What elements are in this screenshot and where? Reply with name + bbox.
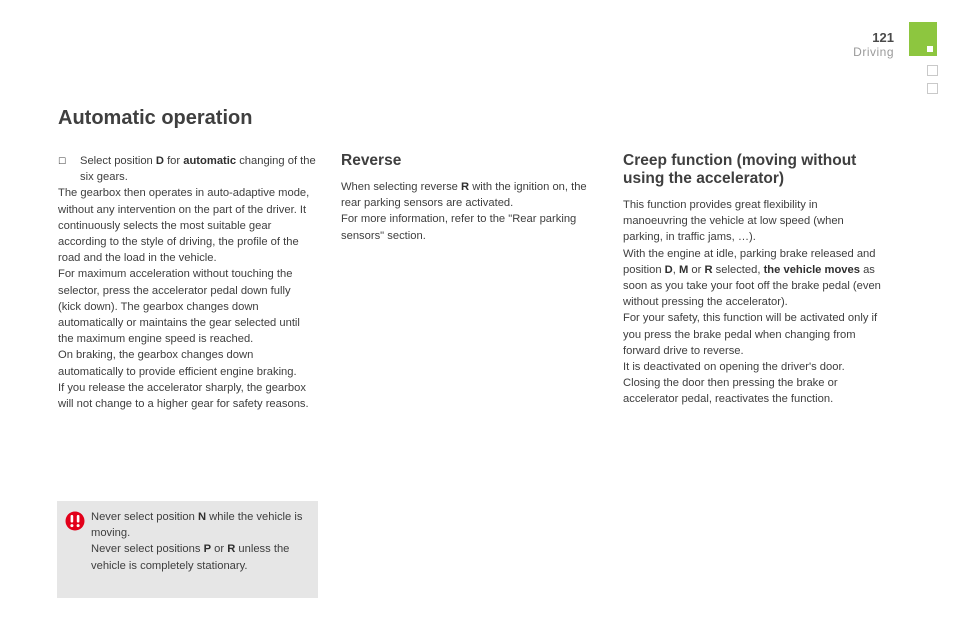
paragraph: It is deactivated on opening the driver's door. Closing the door then pressing the brake or accelerator pedal, reactivates the function. xyxy=(623,361,845,406)
chapter-tab-active xyxy=(909,22,937,56)
paragraph: If you release the accelerator sharply, the gearbox will not change to a higher gear for safety reasons. xyxy=(58,381,309,411)
reverse-heading: Reverse xyxy=(341,152,402,169)
paragraph: For maximum acceleration without touching the selector, press the accelerator pedal down fully (kick down). The gearbox changes down automatically or maintains the gear selected until the maximum engine speed is reached. xyxy=(58,268,300,346)
paragraph: With the engine at idle, parking brake released and position D, M or R selected, the vehicle moves as soon as you take your foot off the brake pedal (even without pressing the accelerator). xyxy=(623,247,881,309)
warning-line: Never select position N while the vehicle is moving. xyxy=(91,511,303,540)
chapter-tab-marker xyxy=(927,65,938,76)
checkbox-bullet-icon: ☐ xyxy=(58,156,67,166)
warning-line: Never select positions P or R unless the vehicle is completely stationary. xyxy=(91,543,290,572)
warning-text xyxy=(91,509,306,574)
main-heading: Automatic operation xyxy=(58,107,253,129)
warning-box xyxy=(57,501,318,598)
page-number: 121 xyxy=(872,30,894,45)
paragraph: When selecting reverse R with the ignition on, the rear parking sensors are activated. xyxy=(341,181,587,210)
chapter-tab-marker xyxy=(927,83,938,94)
automatic-column xyxy=(58,153,316,412)
bullet-text: Select position D for automatic changing of the six gears. xyxy=(80,155,316,184)
exclamation-warning-icon xyxy=(65,511,85,531)
paragraph: For more information, refer to the "Rear parking sensors" section. xyxy=(341,213,577,242)
paragraph: On braking, the gearbox changes down automatically to provide efficient engine braking. xyxy=(58,349,297,378)
creep-heading: Creep function (moving without using the accelerator) xyxy=(623,152,857,187)
paragraph: For your safety, this function will be activated only if you press the brake pedal when changing from forward drive to reverse. xyxy=(623,312,878,357)
paragraph: The gearbox then operates in auto-adaptive mode, without any intervention on the part of the driver. It continuously selects the most suitable gear according to the style of driving, the profile of the road and the load in the vehicle. xyxy=(58,187,310,265)
paragraph: This function provides great flexibility in manoeuvring the vehicle at low speed (when parking, in traffic jams, …). xyxy=(623,199,844,244)
section-label: Driving xyxy=(853,45,894,59)
bullet-item xyxy=(58,153,316,185)
creep-column xyxy=(623,152,885,408)
reverse-column xyxy=(341,152,606,244)
